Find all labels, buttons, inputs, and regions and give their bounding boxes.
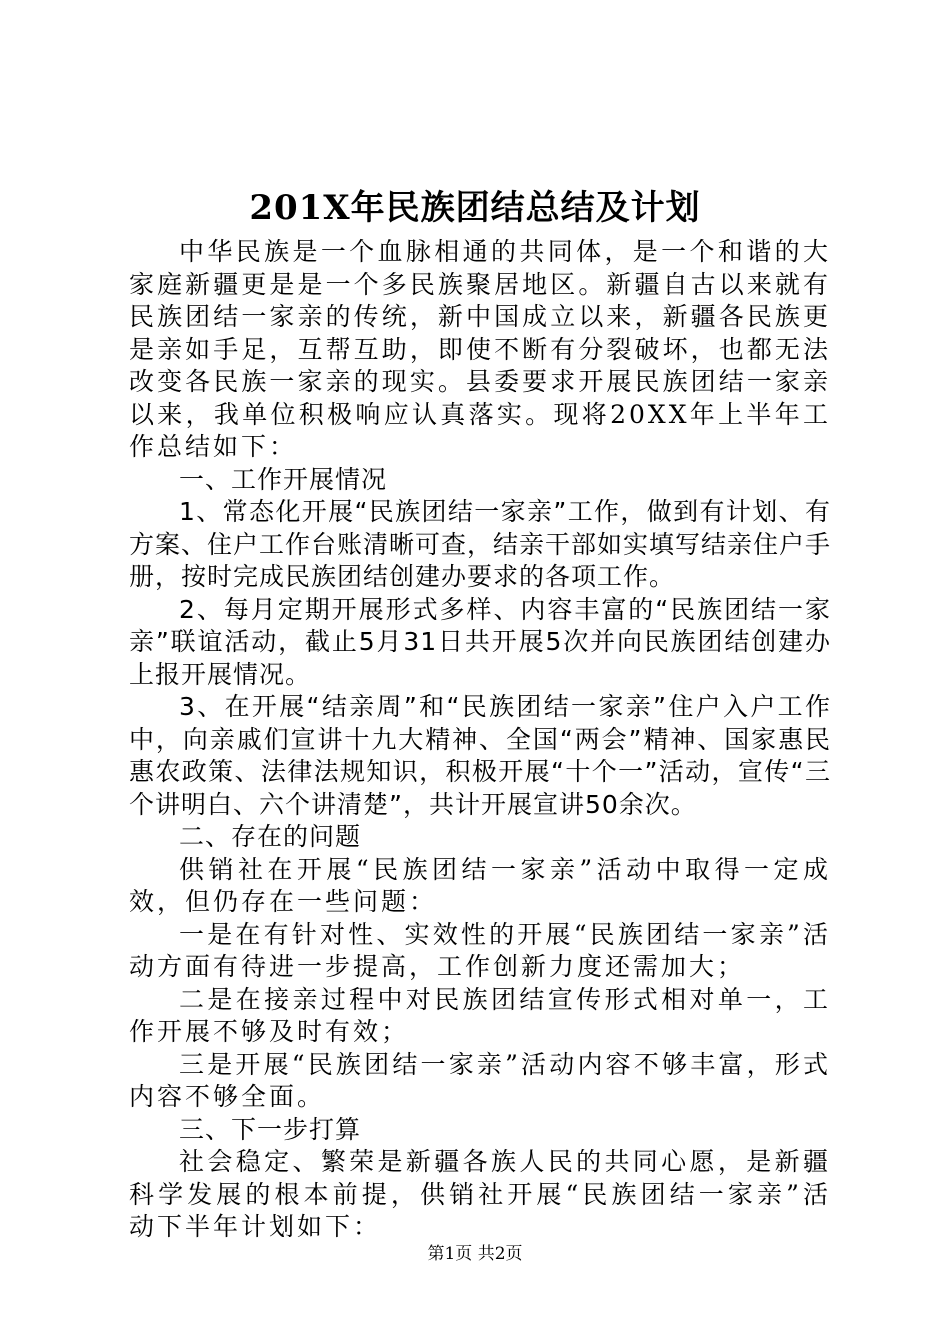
- work-item-1: 1、常态化开展“民族团结一家亲”工作，做到有计划、有方案、住户工作台账清晰可查，结亲干部如实填写结亲住户手册，按时完成民族团结创建办要求的各项工作。: [129, 497, 832, 591]
- problems-intro-paragraph: 供销社在开展“民族团结一家亲”活动中取得一定成效，但仍存在一些问题：: [129, 854, 831, 916]
- section-heading-work: 一、工作开展情况: [179, 464, 388, 494]
- work-item-3: 3、在开展“结亲周”和“民族团结一家亲”住户入户工作中，向亲戚们宣讲十九大精神、全国“两会”精神、国家惠民惠农政策、法律法规知识，积极开展“十个一”活动，宣传“三个讲明白、六个讲清楚”，共计开展宣讲50余次。: [129, 692, 831, 819]
- page-footer: 第1页 共2页: [427, 1244, 523, 1264]
- intro-paragraph: 中华民族是一个血脉相通的共同体，是一个和谐的大家庭新疆更是是一个多民族聚居地区。新疆自古以来就有民族团结一家亲的传统，新中国成立以来，新疆各民族更是亲如手足，互帮互助，即使不断有分裂破坏，也都无法改变各民族一家亲的现实。县委要求开展民族团结一家亲以来，我单位积极响应认真落实。现将20XX年上半年工作总结如下：: [129, 237, 831, 461]
- problem-2-paragraph: 二是在接亲过程中对民族团结宣传形式相对单一，工作开展不够及时有效；: [129, 984, 831, 1046]
- section-heading-plan: 三、下一步打算: [179, 1114, 362, 1144]
- document-title: 201X年民族团结总结及计划: [249, 188, 701, 228]
- work-item-2: 2、每月定期开展形式多样、内容丰富的“民族团结一家亲”联谊活动，截止5月31日共开展5次并向民族团结创建办上报开展情况。: [129, 594, 831, 689]
- problem-3-paragraph: 三是开展“民族团结一家亲”活动内容不够丰富，形式内容不够全面。: [129, 1049, 831, 1111]
- document-body: [129, 236, 831, 1244]
- section-heading-problems: 二、存在的问题: [179, 822, 362, 851]
- problem-1-paragraph: 一是在有针对性、实效性的开展“民族团结一家亲”活动方面有待进一步提高，工作创新力度还需加大；: [129, 919, 831, 981]
- plan-intro-paragraph: 社会稳定、繁荣是新疆各族人民的共同心愿，是新疆科学发展的根本前提，供销社开展“民族团结一家亲”活动下半年计划如下：: [129, 1147, 831, 1241]
